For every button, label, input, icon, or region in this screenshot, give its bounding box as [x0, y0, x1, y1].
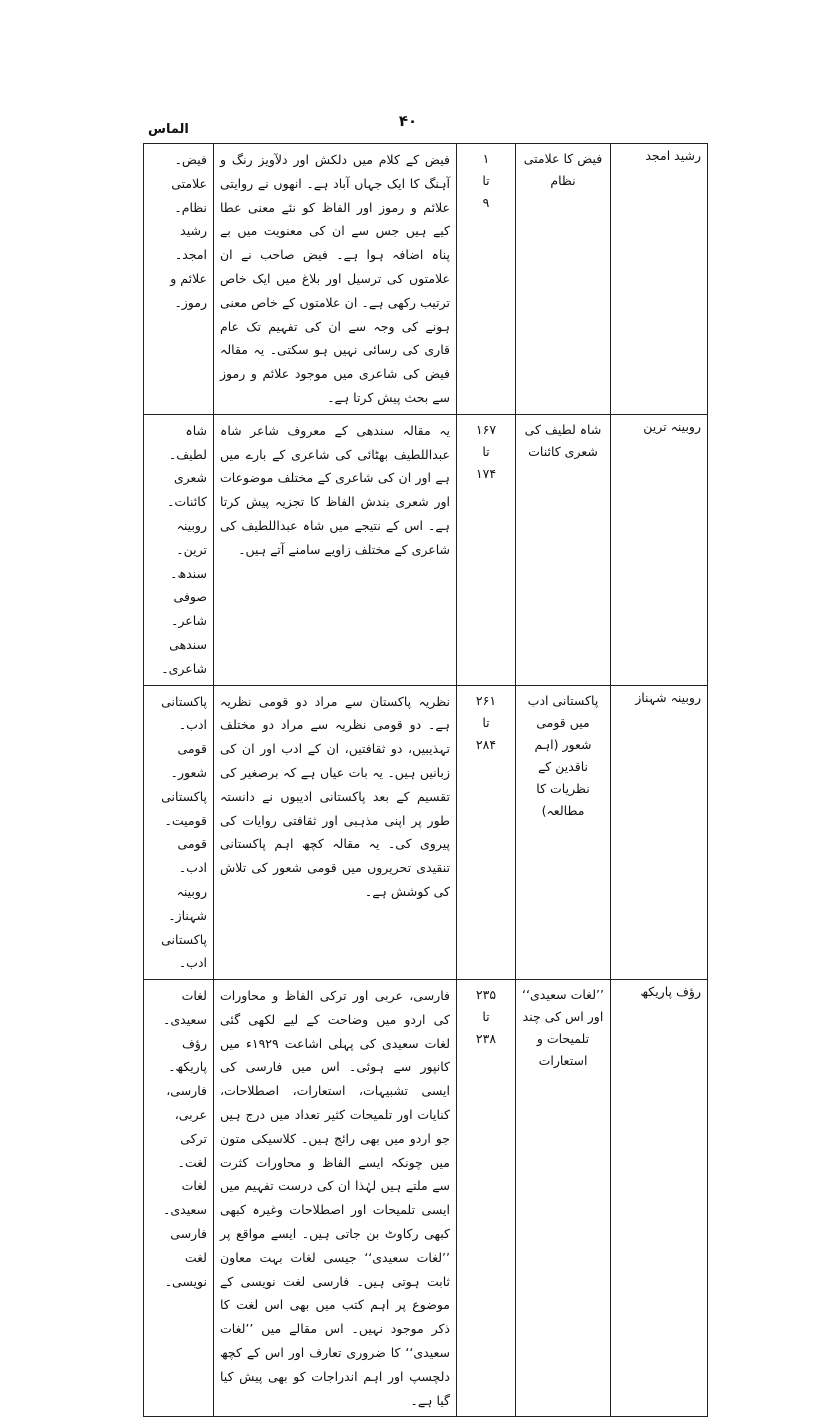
keyword: شاہ لطیف۔ شعری کائنات۔ روبینہ ترین۔ سندھ۔ صوفی شاعر۔ سندھی شاعری۔ — [161, 422, 207, 676]
keyword: پاکستانی ادب۔ — [161, 931, 207, 971]
author-name: رؤف پاریکھ — [640, 984, 701, 1000]
page-to: تا — [482, 714, 490, 730]
abstract-cell — [214, 414, 457, 685]
keywords-cell — [144, 414, 214, 685]
page-start: ۲۳۵ — [475, 987, 497, 1003]
article-title: شاہ لطیف کی شعری کائنات — [524, 421, 602, 459]
keyword: فارسی، عربی، ترکی لغت۔ لغات سعیدی۔ فارسی لغت نویسی۔ — [163, 1083, 207, 1289]
page-end: ۲۸۴ — [475, 736, 497, 752]
pages-cell — [457, 414, 516, 685]
page-end: ۱۷۴ — [475, 465, 497, 481]
keyword: روبینہ شہناز۔ — [168, 883, 207, 923]
page-start: ۲۶۱ — [475, 692, 497, 708]
article-abstract: فارسی، عربی اور ترکی الفاظ و محاورات کی اردو میں وضاحت کے لیے لکھی گئی لغات سعیدی کی پہلی اشاعت ۱۹۲۹ء میں کانپور سے ہوئی۔ اس میں فارسی کی ایسی تشبیہات، استعارات، اصطلاحات، کنایات اور تلمیحات کثیر تعداد میں درج ہیں جو اردو میں بھی رائج ہیں۔ کلاسیکی متون میں چونکہ ایسے الفاظ و محاورات کثرت سے ملتے ہیں لہٰذا ان کی درست تفہیم میں ایسی تلمیحات اور اصطلاحات وغیرہ کبھی کبھی رکاوٹ بن جاتی ہیں۔ ایسے مواقع پر ’’لغات سعیدی‘‘ جیسی لغات بہت معاون ثابت ہوتی ہیں۔ فارسی لغت نویسی کے موضوع پر اہم کتب میں بھی اس لغت کا ذکر موجود نہیں۔ اس مقالے میں ’’لغات سعیدی‘‘ کا ضروری تعارف اور اس کے کچھ دلچسپ اور اہم اندراجات کو بھی پیش کیا گیا ہے۔ — [220, 988, 450, 1408]
keyword: رشید امجد۔ — [174, 223, 207, 263]
keyword: قومی ادب۔ — [177, 836, 207, 876]
title-cell — [516, 980, 611, 1417]
keywords-cell — [144, 685, 214, 980]
page-number: ۴۰ — [398, 112, 418, 130]
article-title: ’’لغات سعیدی‘‘ اور اس کی چند تلمیحات و استعارات — [522, 987, 604, 1069]
table-row — [144, 144, 708, 415]
keyword: پاکستانی ادب۔ — [161, 693, 207, 733]
page-to: تا — [482, 1009, 490, 1025]
author-name: روبینہ شہناز — [635, 689, 701, 705]
author-cell — [611, 414, 708, 685]
abstract-cell — [214, 980, 457, 1417]
journal-title: الماس — [148, 122, 189, 137]
author-name: رشید امجد — [645, 148, 701, 163]
article-index-table — [143, 143, 708, 1417]
pages-cell — [457, 980, 516, 1417]
title-cell — [516, 144, 611, 415]
page-to: تا — [482, 443, 490, 459]
author-name: روبینہ ترین — [643, 418, 701, 434]
page-to: تا — [482, 173, 490, 188]
title-cell — [516, 414, 611, 685]
abstract-cell — [214, 685, 457, 980]
page-end: ۲۳۸ — [475, 1031, 497, 1047]
pages-cell — [457, 685, 516, 980]
keyword: رؤف پاریکھ۔ — [168, 1035, 207, 1075]
pages-cell — [457, 144, 516, 415]
keyword: قومی شعور۔ — [170, 741, 207, 780]
title-cell — [516, 685, 611, 980]
author-cell — [611, 144, 708, 415]
page-start: ۱ — [482, 151, 490, 166]
article-abstract: فیض کے کلام میں دلکش اور دلآویز رنگ و آہنگ کا ایک جہاں آباد ہے۔ انھوں نے روایتی علائم و رموز اور الفاظ کو نئے معنی عطا کیے ہیں جس سے ان کی معنویت میں بے پناہ اضافہ ہوا ہے۔ فیض صاحب نے ان علامتوں کی ترسیل اور بلاغ میں ایک خاص ترتیب رکھی ہے۔ ان علامتوں کے خاص معنی ہونے کی وجہ سے ان کی تفہیم تک عام قاری کی رسائی نہیں ہو سکتی۔ یہ مقالہ فیض کی شاعری میں موجود علائم و رموز سے بحث پیش کرتا ہے۔ — [220, 152, 450, 405]
table-row — [144, 414, 708, 685]
keywords-cell — [144, 144, 214, 415]
author-cell — [611, 685, 708, 980]
abstract-cell — [214, 144, 457, 415]
page-start: ۱۶۷ — [475, 421, 497, 437]
table-row — [144, 685, 708, 980]
keywords-cell — [144, 980, 214, 1417]
article-title: فیض کا علامتی نظام — [523, 151, 603, 188]
page-end: ۹ — [482, 195, 490, 210]
article-abstract: نظریہ پاکستان سے مراد دو قومی نظریہ ہے۔ دو قومی نظریہ سے مراد دو مختلف تہذیبیں، دو ثقافتیں، ان کے ادب اور ان کی زبانیں ہیں۔ یہ بات عیاں ہے کہ برصغیر کی تقسیم کے بعد پاکستانی ادیبوں نے دانستہ طور پر اپنی مذہبی اور ثقافتی روایات کی پیروی کی۔ یہ مقالہ کچھ اہم پاکستانی تنقیدی تحریروں میں قومی شعور کی تلاش کی کوشش ہے۔ — [220, 693, 450, 899]
keyword: لغات سعیدی۔ — [163, 988, 207, 1027]
article-title: پاکستانی ادب میں قومی شعور (اہم ناقدین کے نظریات کا مطالعہ) — [527, 692, 599, 818]
keyword: فیض۔ — [174, 152, 207, 167]
keyword: پاکستانی قومیت۔ — [161, 788, 207, 828]
keyword: علائم و رموز۔ — [170, 270, 207, 310]
table-row — [144, 980, 708, 1417]
article-abstract: یہ مقالہ سندھی کے معروف شاعر شاہ عبداللطیف بھٹائی کی شاعری کے بارے میں ہے اور ان کی شاعری کے مختلف موضوعات اور شعری بندش الفاظ کا تجزیہ پیش کرتا ہے۔ اس کے نتیجے میں شاہ عبداللطیف کی شاعری کے مختلف زاویے سامنے آتے ہیں۔ — [220, 422, 450, 557]
keyword: علامتی نظام۔ — [171, 175, 207, 215]
author-cell — [611, 980, 708, 1417]
